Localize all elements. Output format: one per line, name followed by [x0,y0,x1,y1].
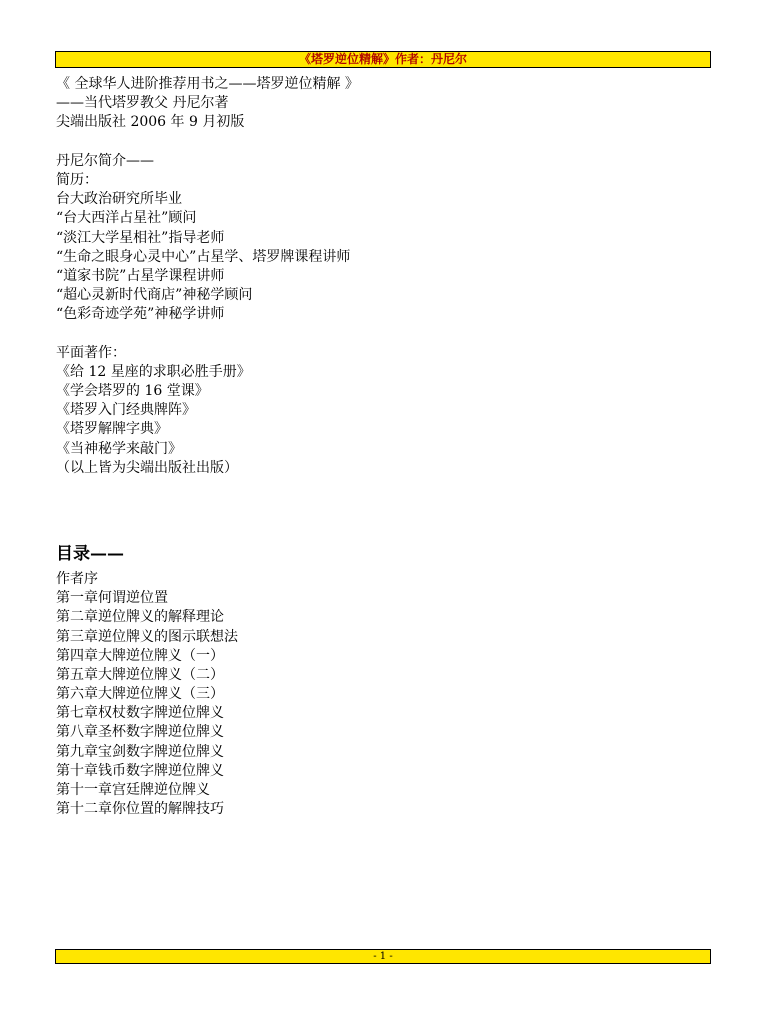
toc-item: 第十二章你位置的解牌技巧 [56,801,224,818]
toc-item: 作者序 [56,570,98,587]
works-item: 《学会塔罗的 16 堂课》 [56,383,209,399]
resume-label: 简历： [56,171,98,188]
toc-item: 第三章逆位牌义的图示联想法 [56,628,238,645]
works-heading: 平面著作： [56,344,126,361]
bio-item: “台大西洋占星社”顾问 [56,210,197,227]
toc-item: 第十章钱币数字牌逆位牌义 [56,762,224,779]
intro-line: ——当代塔罗教父 丹尼尔著 [56,95,229,112]
toc-item: 第五章大牌逆位牌义（二） [56,666,224,683]
bio-item: “淡江大学星相社”指导老师 [56,229,225,246]
intro-line: 《 全球华人进阶推荐用书之——塔罗逆位精解 》 [56,76,359,92]
toc-item: 第四章大牌逆位牌义（一） [56,647,224,664]
bio-item: “色彩奇迹学苑”神秘学讲师 [56,306,225,323]
bio-item: “生命之眼身心灵中心”占星学、塔罗牌课程讲师 [56,248,351,265]
toc-item: 第八章圣杯数字牌逆位牌义 [56,724,224,741]
toc-item: 第七章权杖数字牌逆位牌义 [56,705,224,722]
toc-item: 第九章宝剑数字牌逆位牌义 [56,743,224,760]
toc-item: 第二章逆位牌义的解释理论 [56,609,224,626]
works-item: 《当神秘学来敲门》 [56,440,182,457]
page-header [55,51,711,68]
bio-heading: 丹尼尔简介—— [56,152,154,169]
page-footer [55,949,711,964]
works-item: 《塔罗入门经典牌阵》 [56,402,196,419]
bio-item: “道家书院”占星学课程讲师 [56,267,225,284]
bio-item: “超心灵新时代商店”神秘学顾问 [56,287,253,304]
works-item: （以上皆为尖端出版社出版） [56,459,238,476]
bio-item: 台大政治研究所毕业 [56,191,182,208]
toc-item: 第一章何谓逆位置 [56,590,168,607]
page-body [56,75,706,819]
page-number: - 1 - [373,951,393,962]
toc-item: 第六章大牌逆位牌义（三） [56,686,224,703]
intro-line: 尖端出版社 2006 年 9 月初版 [56,114,245,131]
toc-item: 第十一章宫廷牌逆位牌义 [56,782,210,798]
toc-title: 目录—— [56,543,124,564]
works-item: 《塔罗解牌字典》 [56,421,168,438]
header-title: 《塔罗逆位精解》作者：丹尼尔 [298,52,467,66]
works-item: 《给 12 星座的求职必胜手册》 [56,363,251,380]
